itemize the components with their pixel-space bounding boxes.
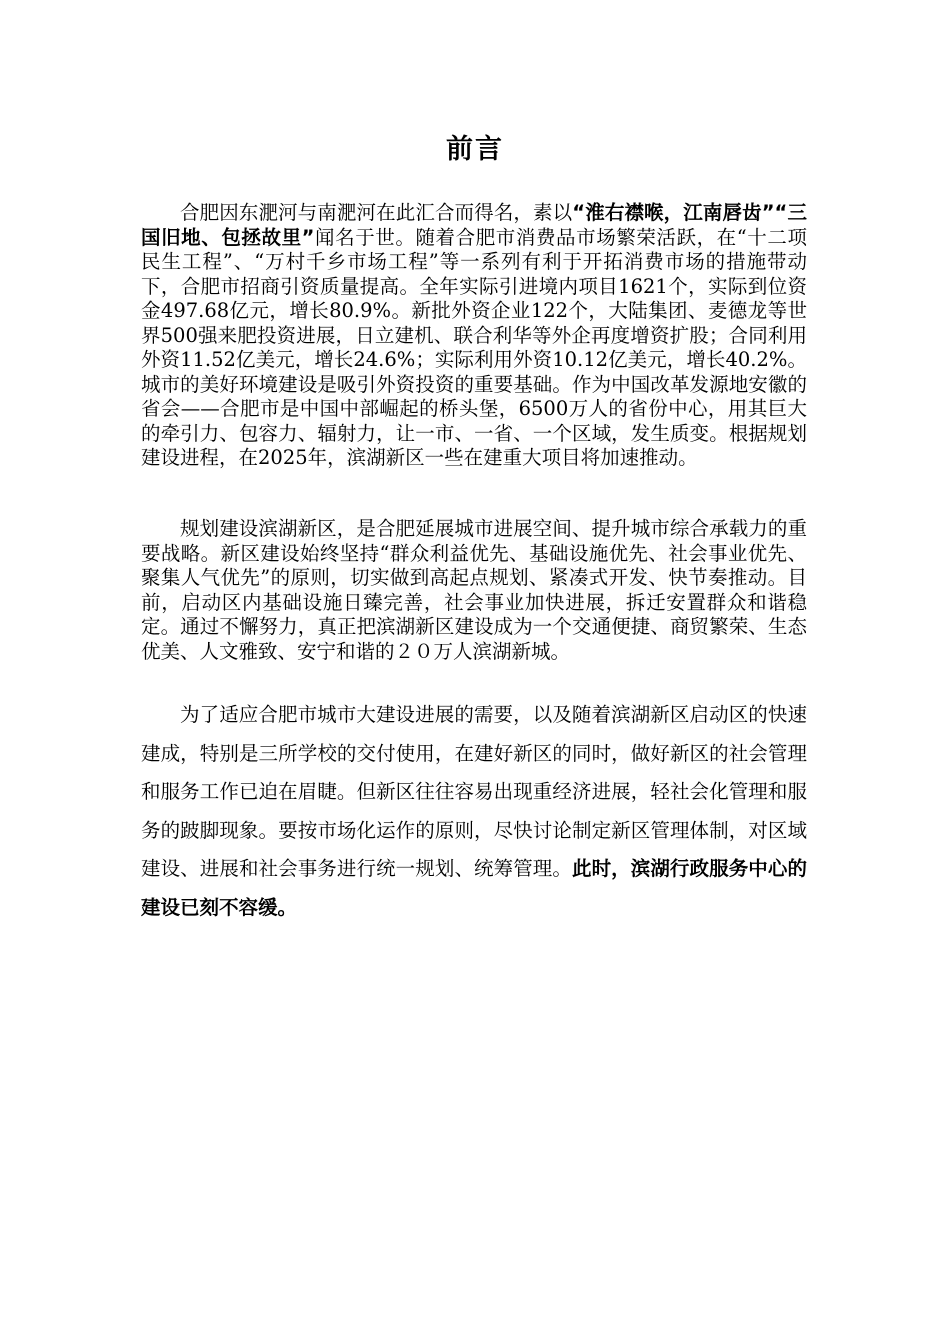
document-title: 前言	[446, 134, 504, 165]
paragraph-3-bold-conclusion: 此时，滨湖行政服务中心的建设已刻不容缓。	[141, 857, 807, 919]
paragraph-1-body: 闻名于世。随着合肥市消费品市场繁荣活跃，在“十二项民生工程”、“万村千乡市场工程”等一系列有利于开拓消费市场的措施带动下，合肥市招商引资质量提高。全年实际引进境内项目1621个，实际到位资金497.68亿元，增长80.9%。新批外资企业122个，大陆集团、麦德龙等世界500强来肥投资进展，日立建机、联合利华等外企再度增资扩股；合同利用外资11.52亿美元，增长24.6%；实际利用外资10.12亿美元，增长40.2%。城市的美好环境建设是吸引外资投资的重要基础。作为中国改革发源地安徽的省会——合肥市是中国中部崛起的桥头堡，6500万人的省份中心，用其巨大的牵引力、包容力、辐射力，让一市、一省、一个区域，发生质变。根据规划建设进程，在2025年，滨湖新区一些在建重大项目将加速推动。	[141, 225, 807, 469]
paragraph-2-text: 规划建设滨湖新区，是合肥延展城市进展空间、提升城市综合承载力的重要战略。新区建设始终坚持“群众利益优先、基础设施优先、社会事业优先、聚集人气优先”的原则，切实做到高起点规划、紧凑式开发、快节奏推动。目前，启动区内基础设施日臻完善，社会事业加快进展，拆迁安置群众和谐稳定。通过不懈努力，真正把滨湖新区建设成为一个交通便捷、商贸繁荣、生态优美、人文雅致、安宁和谐的２０万人滨湖新城。	[141, 517, 807, 663]
paragraph-2	[141, 517, 807, 664]
paragraph-3	[141, 696, 807, 927]
paragraph-1-text	[141, 201, 807, 471]
paragraph-1-bold-phrase: “淮右襟喉，江南唇齿”“三国旧地、包拯故里”	[141, 201, 807, 249]
paragraph-3-text	[141, 696, 807, 927]
paragraph-3-body: 为了适应合肥市城市大建设进展的需要，以及随着滨湖新区启动区的快速建成，特别是三所学校的交付使用，在建好新区的同时，做好新区的社会管理和服务工作已迫在眉睫。但新区往往容易出现重经济进展，轻社会化管理和服务的跛脚现象。要按市场化运作的原则，尽快讨论制定新区管理体制，对区域建设、进展和社会事务进行统一规划、统筹管理。	[141, 703, 807, 880]
paragraph-1-intro: 合肥因东淝河与南淝河在此汇合而得名，素以	[180, 201, 573, 224]
paragraph-1	[141, 201, 807, 471]
